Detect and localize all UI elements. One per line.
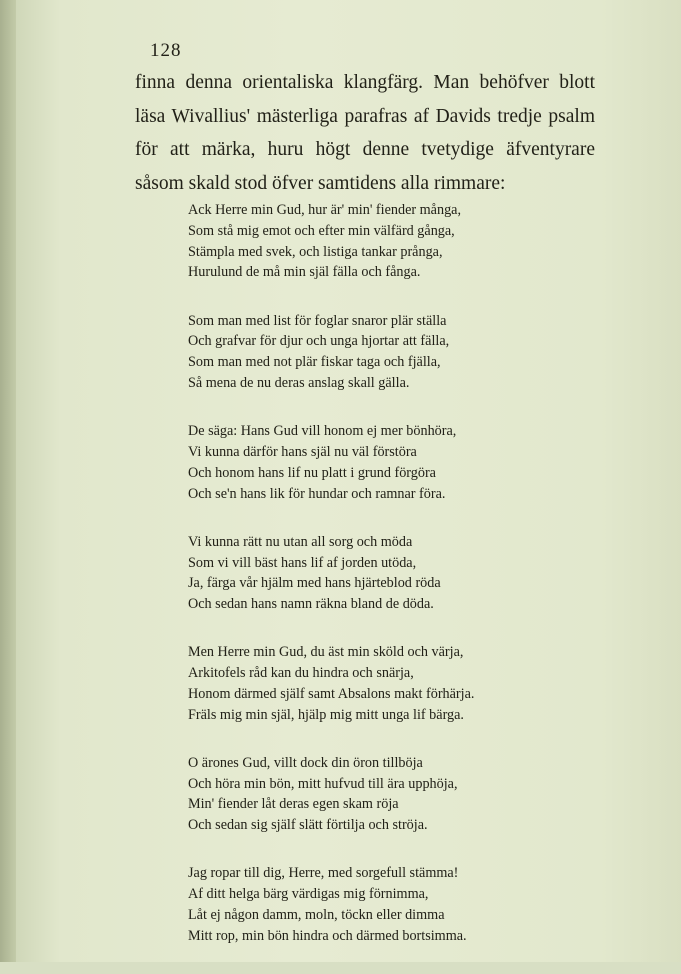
stanza xyxy=(188,311,548,394)
poem-line: Af ditt helga bärg värdigas mig förnimma, xyxy=(188,886,429,903)
intro-line: läsa Wivallius' mästerliga parafras af Davids tredje psalm xyxy=(135,105,595,127)
poem-line: Som stå mig emot och efter min välfärd gånga, xyxy=(188,222,455,239)
poem-line: Honom därmed själf samt Absalons makt förhärja. xyxy=(188,685,475,702)
poem xyxy=(188,200,548,974)
poem-line: Fräls mig min själ, hjälp mig mitt unga lif bärga. xyxy=(188,706,464,723)
stanza xyxy=(188,863,548,946)
intro-line: finna denna orientaliska klangfärg. Man behöfver blott xyxy=(135,72,595,93)
intro-line: för att märka, huru högt denne tvetydige äfventyrare xyxy=(135,139,595,160)
poem-line: Min' fiender låt deras egen skam röja xyxy=(188,796,399,813)
poem-line: Och höra min bön, mitt hufvud till ära upphöja, xyxy=(188,775,458,792)
intro-paragraph xyxy=(135,66,595,200)
poem-line: De säga: Hans Gud vill honom ej mer bönhöra, xyxy=(188,423,457,440)
poem-line: O ärones Gud, villt dock din öron tillböja xyxy=(188,754,423,771)
poem-line: Som vi vill bäst hans lif af jorden utöda, xyxy=(188,554,417,571)
poem-line: Vi kunna rätt nu utan all sorg och möda xyxy=(188,533,413,550)
poem-line: Hurulund de må min själ fälla och fånga. xyxy=(188,264,421,281)
poem-line: Så mena de nu deras anslag skall gälla. xyxy=(188,374,410,391)
poem-line: Men Herre min Gud, du äst min sköld och värja, xyxy=(188,644,464,661)
page-gutter xyxy=(0,0,16,962)
poem-line: Och honom hans lif nu platt i grund förgöra xyxy=(188,464,436,481)
stanza xyxy=(188,753,548,836)
poem-line: Ack Herre min Gud, hur är' min' fiender många, xyxy=(188,202,462,218)
poem-line: Vi kunna därför hans själ nu väl förstöra xyxy=(188,443,417,460)
stanza xyxy=(188,532,548,615)
poem-line: Och se'n hans lik för hundar och ramnar föra. xyxy=(188,485,446,502)
poem-line: Som man med list för foglar snaror plär ställa xyxy=(188,312,447,329)
intro-line: såsom skald stod öfver samtidens alla rimmare: xyxy=(135,172,506,194)
poem-line: Arkitofels råd kan du hindra och snärja, xyxy=(188,665,414,682)
stanza xyxy=(188,642,548,725)
poem-line: Och sedan hans namn räkna bland de döda. xyxy=(188,596,434,613)
poem-line: Och sedan sig själf slätt förtilja och ströja. xyxy=(188,817,428,834)
poem-line: Jag ropar till dig, Herre, med sorgefull stämma! xyxy=(188,865,459,882)
poem-line: Låt ej någon damm, moln, töckn eller dimma xyxy=(188,907,445,924)
stanza xyxy=(188,421,548,504)
poem-line: Och grafvar för djur och unga hjortar att fälla, xyxy=(188,333,450,350)
poem-line: Stämpla med svek, och listiga tankar prånga, xyxy=(188,243,443,260)
poem-line: Som man med not plär fiskar taga och fjälla, xyxy=(188,354,441,371)
poem-line: Ja, färga vår hjälm med hans hjärteblod röda xyxy=(188,575,441,592)
page-number: 128 xyxy=(150,40,182,61)
stanza xyxy=(188,200,548,283)
poem-line: Mitt rop, min bön hindra och därmed bortsimma. xyxy=(188,927,467,944)
